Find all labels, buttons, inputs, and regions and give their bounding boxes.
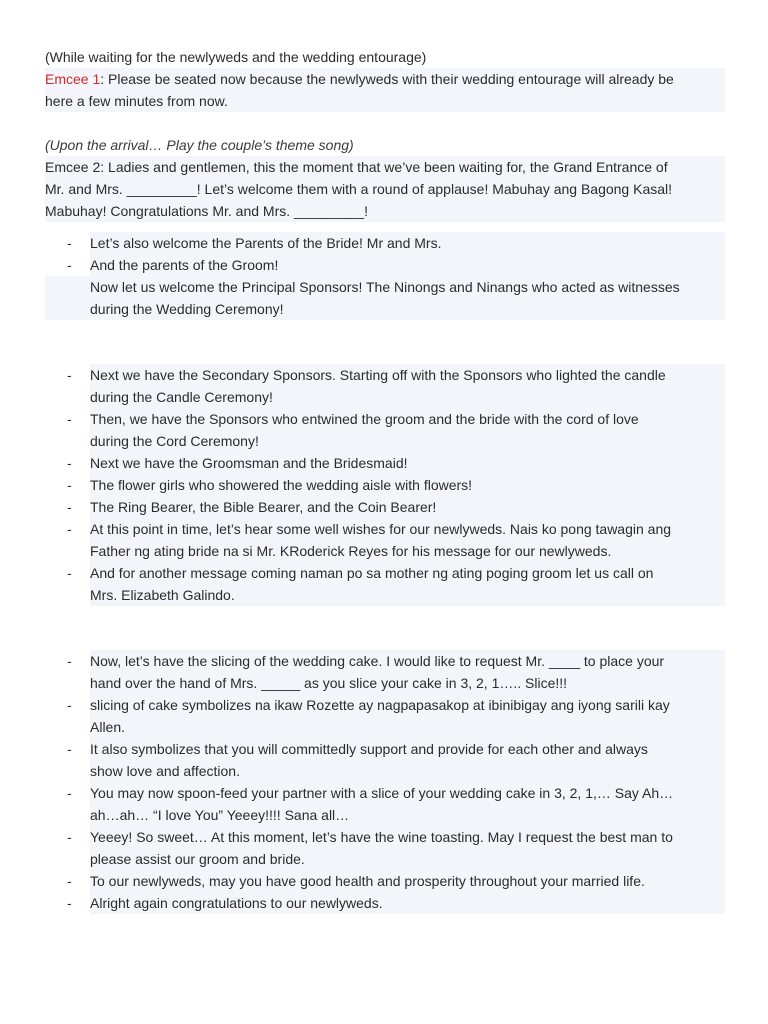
dash-bullet: -: [67, 697, 72, 713]
list-item-text: slicing of cake symbolizes na ikaw Rozette ay nagpapasakop at ibinibigay ang iyong sarili kay: [90, 694, 725, 716]
list-item: [45, 474, 725, 496]
list-item-text: during the Cord Ceremony!: [90, 430, 725, 452]
dash-bullet: -: [67, 235, 72, 251]
list-item-text: Then, we have the Sponsors who entwined the groom and the bride with the cord of love: [90, 408, 725, 430]
list-item-text: You may now spoon-feed your partner with a slice of your wedding cake in 3, 2, 1,… Say Ah…: [90, 782, 725, 804]
list-item-text: It also symbolizes that you will committedly support and provide for each other and always: [90, 738, 725, 760]
list-item-text: ah…ah… “I love You” Yeeey!!!! Sana all…: [90, 804, 725, 826]
list-item-text: Let’s also welcome the Parents of the Bride! Mr and Mrs.: [90, 232, 725, 254]
list-item-text: Allen.: [90, 716, 725, 738]
sponsors-list: [45, 364, 725, 606]
dash-bullet: -: [67, 521, 72, 537]
emcee1-text: : Please be seated now because the newlyweds with their wedding entourage will already be: [100, 71, 674, 87]
dash-bullet: -: [67, 785, 72, 801]
list-item: [45, 892, 725, 914]
emcee1-label: Emcee 1: [45, 71, 101, 87]
spacer: [45, 606, 725, 650]
dash-bullet: -: [67, 829, 72, 845]
spacer: [45, 222, 725, 232]
dash-bullet: -: [67, 367, 72, 383]
list-item: [45, 232, 725, 254]
dash-bullet: -: [67, 873, 72, 889]
list-item-text: during the Candle Ceremony!: [90, 386, 725, 408]
list-item-text: Mrs. Elizabeth Galindo.: [90, 584, 725, 606]
list-item-text: And the parents of the Groom!: [90, 254, 725, 276]
arrival-note: (Upon the arrival… Play the couple’s theme song): [45, 137, 354, 153]
document-page: [45, 46, 725, 914]
dash-bullet: -: [67, 455, 72, 471]
list-item-text: The flower girls who showered the wedding aisle with flowers!: [90, 474, 725, 496]
continuation-line: during the Wedding Ceremony!: [45, 298, 725, 320]
dash-bullet: -: [67, 411, 72, 427]
list-item-text: hand over the hand of Mrs. _____ as you slice your cake in 3, 2, 1….. Slice!!!: [90, 672, 725, 694]
dash-bullet: -: [67, 499, 72, 515]
waiting-note: (While waiting for the newlyweds and the wedding entourage): [45, 49, 427, 65]
list-item: [45, 650, 725, 694]
dash-bullet: -: [67, 741, 72, 757]
emcee2-line: Mr. and Mrs. _________! Let’s welcome them with a round of applause! Mabuhay ang Bagong Kasal!: [45, 178, 725, 200]
dash-bullet: -: [67, 565, 72, 581]
continuation-line: Now let us welcome the Principal Sponsors! The Ninongs and Ninangs who acted as witnesses: [45, 276, 725, 298]
list-item-text: The Ring Bearer, the Bible Bearer, and the Coin Bearer!: [90, 496, 725, 518]
spacer: [45, 112, 725, 134]
dash-bullet: -: [67, 895, 72, 911]
list-item: [45, 452, 725, 474]
emcee2-line: Emcee 2: Ladies and gentlemen, this the moment that we’ve been waiting for, the Grand Entrance of: [45, 156, 725, 178]
list-item-text: Next we have the Groomsman and the Bridesmaid!: [90, 452, 725, 474]
list-item-text: Next we have the Secondary Sponsors. Starting off with the Sponsors who lighted the candle: [90, 364, 725, 386]
list-item-text: To our newlyweds, may you have good health and prosperity throughout your married life.: [90, 870, 725, 892]
dash-bullet: -: [67, 653, 72, 669]
list-item-text: Yeeey! So sweet… At this moment, let’s have the wine toasting. May I request the best man to: [90, 826, 725, 848]
list-item: [45, 408, 725, 452]
principal-sponsors-paragraph: [45, 276, 725, 320]
list-item: [45, 562, 725, 606]
dash-bullet: -: [67, 477, 72, 493]
list-item-text: please assist our groom and bride.: [90, 848, 725, 870]
list-item-text: At this point in time, let’s hear some well wishes for our newlyweds. Nais ko pong tawagin ang: [90, 518, 725, 540]
list-item-text: Father ng ating bride na si Mr. KRoderick Reyes for his message for our newlyweds.: [90, 540, 725, 562]
list-item: [45, 496, 725, 518]
spacer: [45, 320, 725, 364]
list-item: [45, 826, 725, 870]
dash-bullet: -: [67, 257, 72, 273]
emcee1-line: [45, 68, 725, 90]
emcee2-paragraph: [45, 156, 725, 222]
list-item-text: And for another message coming naman po sa mother ng ating poging groom let us call on: [90, 562, 725, 584]
list-item: [45, 518, 725, 562]
list-item-text: Now, let’s have the slicing of the wedding cake. I would like to request Mr. ____ to place your: [90, 650, 725, 672]
list-item: [45, 364, 725, 408]
parents-list: [45, 232, 725, 276]
list-item: [45, 870, 725, 892]
list-item: [45, 254, 725, 276]
list-item: [45, 738, 725, 782]
list-item: [45, 782, 725, 826]
list-item: [45, 694, 725, 738]
list-item-text: Alright again congratulations to our newlyweds.: [90, 892, 725, 914]
cake-and-toast-list: [45, 650, 725, 914]
emcee2-line: Mabuhay! Congratulations Mr. and Mrs. _________!: [45, 200, 725, 222]
list-item-text: show love and affection.: [90, 760, 725, 782]
emcee1-line-continued: here a few minutes from now.: [45, 90, 725, 112]
